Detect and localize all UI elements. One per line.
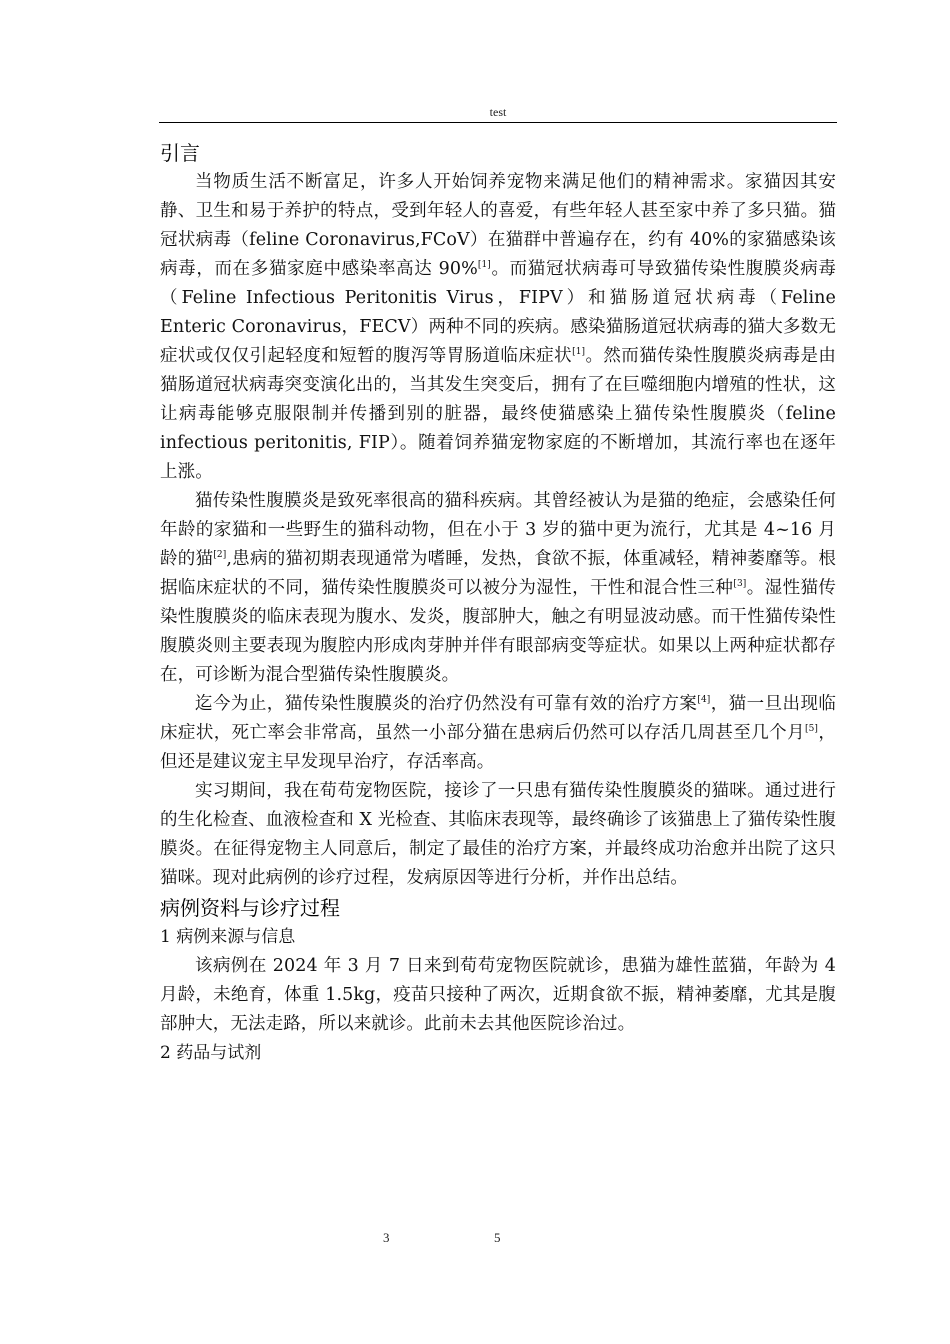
running-header: test <box>489 105 507 119</box>
citation: [1] <box>477 260 491 270</box>
subsection-2-title: 2 药品与试剂 <box>160 1043 262 1063</box>
body-content <box>160 138 836 1068</box>
text-run: ,患病的猫初期表现通常为嗜睡，发热，食欲不振，体重减轻，精神萎靡等。根据临床症状的不同，猫传染性腹膜炎可以被分为湿性，干性和混合性三种 <box>160 549 836 598</box>
case-heading: 病例资料与诊疗过程 <box>160 896 340 920</box>
text-run: ，猫一旦出现临床症状，死亡率会非常高，虽然一小部分猫在患病后仍然可以存活几周甚至几个月 <box>160 694 836 743</box>
citation: [3] <box>733 579 747 589</box>
subsection-1-title: 1 病例来源与信息 <box>160 927 296 947</box>
header-rule <box>159 122 837 123</box>
citation: [4] <box>697 695 711 705</box>
text-run: 。而猫冠状病毒可导致猫传染性腹膜炎病毒（Feline Infectious Peritonitis Virus，FIPV）和猫肠道冠状病毒（Feline Enteric Coronavirus，FECV）两种不同的疾病。感染猫肠道冠状病毒的猫大多数无症状或仅仅引起轻度和短暂的腹泻等胃肠道临床症状 <box>160 259 836 366</box>
text-run: ，但还是建议宠主早发现早治疗，存活率高。 <box>160 723 836 772</box>
intro-paragraph-3 <box>160 690 836 777</box>
citation: [5] <box>805 724 819 734</box>
text-run: 。湿性猫传染性腹膜炎的临床表现为腹水、发炎，腹部肿大，触之有明显波动感。而干性猫传染性腹膜炎则主要表现为腹腔内形成肉芽肿并伴有眼部病变等症状。如果以上两种症状都存在，可诊断为混合型猫传染性腹膜炎。 <box>160 578 837 685</box>
text-run: 。然而猫传染性腹膜炎病毒是由猫肠道冠状病毒突变演化出的，当其发生突变后，拥有了在巨噬细胞内增殖的性状，这让病毒能够克服限制并传播到别的脏器，最终使猫感染上猫传染性腹膜炎（feline infectious peritonitis, FIP）。随着饲养猫宠物家庭的不断增加，其流行率也在逐年上涨。 <box>160 346 836 482</box>
intro-paragraph-4: 实习期间，我在荀苟宠物医院，接诊了一只患有猫传染性腹膜炎的猫咪。通过进行的生化检查、血液检查和 X 光检查、其临床表现等，最终确诊了该猫患上了猫传染性腹膜炎。在征得宠物主人同意后，制定了最佳的治疗方案，并最终成功治愈并出院了这只猫咪。现对此病例的诊疗过程，发病原因等进行分析，并作出总结。 <box>160 781 836 888</box>
intro-heading: 引言 <box>160 141 200 165</box>
text-run: 当物质生活不断富足，许多人开始饲养宠物来满足他们的精神需求。家猫因其安静、卫生和易于养护的特点，受到年轻人的喜爱，有些年轻人甚至家中养了多只猫。猫冠状病毒（feline Coronavirus,FCoV）在猫群中普遍存在，约有 40%的家猫感染该病毒，而在多猫家庭中感染率高达 90% <box>160 172 836 279</box>
text-run: 迄今为止，猫传染性腹膜炎的治疗仍然没有可靠有效的治疗方案 <box>195 694 698 714</box>
intro-paragraph-2 <box>160 487 836 690</box>
footer-page-number-b: 5 <box>494 1230 501 1245</box>
intro-paragraph-1 <box>160 168 836 487</box>
footer-page-number-a: 3 <box>383 1230 390 1245</box>
text-run: 猫传染性腹膜炎是致死率很高的猫科疾病。其曾经被认为是猫的绝症，会感染任何年龄的家猫和一些野生的猫科动物，但在小于 3 岁的猫中更为流行，尤其是 4~16 月龄的猫 <box>160 491 836 569</box>
citation: [2] <box>213 550 227 560</box>
citation: [1] <box>572 347 586 357</box>
case-paragraph-1: 该病例在 2024 年 3 月 7 日来到荀苟宠物医院就诊，患猫为雄性蓝猫，年龄为 4 月龄，未绝育，体重 1.5kg，疫苗只接种了两次，近期食欲不振，精神萎靡，尤其是腹部肿大，无法走路，所以来就诊。此前未去其他医院诊治过。 <box>160 956 836 1034</box>
